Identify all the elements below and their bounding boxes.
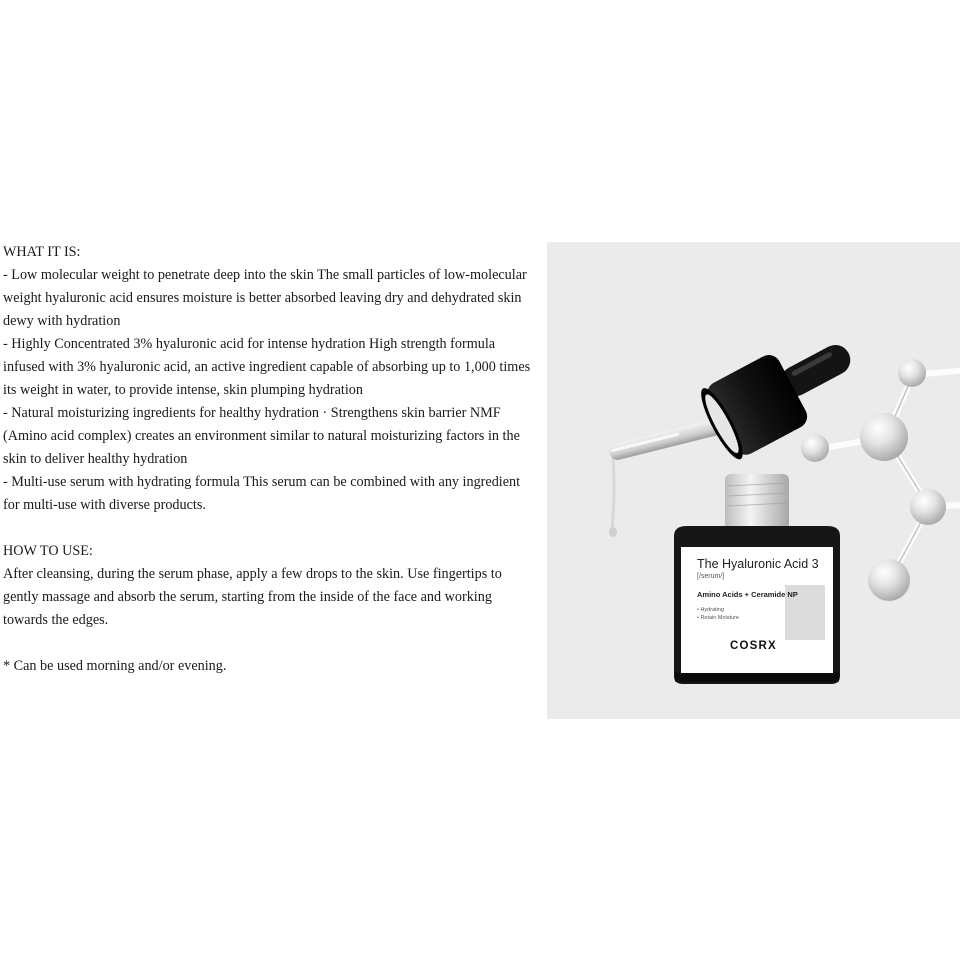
what-it-is-item: - Multi-use serum with hydrating formula This serum can be combined with any ingredient for multi-use with diverse products. [3, 474, 521, 513]
how-to-use-text: After cleansing, during the serum phase, apply a few drops to the skin. Use fingertips to gently massage and absorb the serum, starting from the inside of the face and working towards the edges. [3, 566, 502, 628]
what-it-is-heading: WHAT IT IS: [3, 244, 81, 260]
serum-droplet [609, 527, 617, 537]
product-description [3, 241, 533, 678]
what-it-is-item: - Highly Concentrated 3% hyaluronic acid for intense hydration High strength formula infused with 3% hyaluronic acid, an active ingredient capable of absorbing up to 1,000 times its weight in water, to provide intense, skin plumping hydration [3, 336, 531, 398]
brand-logo: COSRX [730, 640, 777, 652]
product-name: The Hyaluronic Acid 3 [697, 557, 819, 571]
product-subtitle: [/serum/] [697, 573, 725, 580]
product-benefit: • Hydrating [697, 607, 724, 613]
what-it-is-item: - Natural moisturizing ingredients for healthy hydration · Strengthens skin barrier NMF (Amino acid complex) creates an environment similar to natural moisturizing factors in the skin to deliver healthy hydration [3, 405, 520, 467]
product-image [547, 242, 960, 719]
pipette-glass [608, 417, 728, 462]
product-benefit: • Retain Moisture [697, 615, 739, 621]
serum-bottle [674, 526, 840, 684]
bottle-neck [725, 474, 789, 530]
how-to-use-heading: HOW TO USE: [3, 543, 93, 559]
serum-drip [613, 456, 615, 530]
product-ingredients: Amino Acids + Ceramide NP [697, 590, 798, 599]
section-spacer [3, 632, 533, 655]
section-spacer [3, 517, 533, 540]
what-it-is-item: - Low molecular weight to penetrate deep into the skin The small particles of low-molecular weight hyaluronic acid ensures moisture is better absorbed leaving dry and dehydrated skin dewy with hydration [3, 267, 527, 329]
usage-note: * Can be used morning and/or evening. [3, 658, 227, 674]
